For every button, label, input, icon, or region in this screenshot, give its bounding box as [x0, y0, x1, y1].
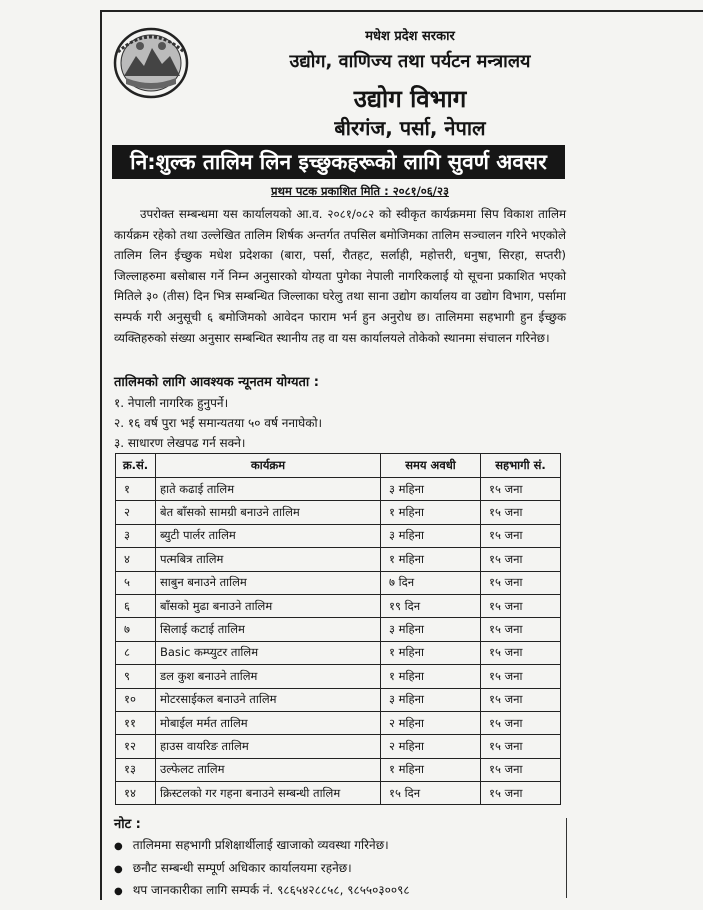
intro-paragraph: उपरोक्त सम्बन्धमा यस कार्यालयको आ.व. २०८१/०८२ को स्वीकृत कार्यक्रममा सिप विकाश तालिम कार्यक्रम रहेको तथा उल्लेखित तालिम शिर्षक अन्तर्गत तपसिल बमोजिमका तालिम सञ्चालन गरिने भएकोले तालिम लिन ईच्छुक मधेश प्रदेशका (बारा, पर्सा, रौतहट, सर्लाही, महोत्तरी, धनुषा, सिरहा, सप्तरी) जिल्लाहरुमा बसोबास गर्ने निम्न अनुसारको योग्यता पुगेका नेपाली नागरिकलाई यो सूचना प्रकाशित भएको मितिले ३० (तीस) दिन भित्र सम्बन्धित जिल्लाका घरेलु तथा साना उद्योग कार्यालय वा उद्योग विभाग, पर्सामा सम्पर्क गरी अनुसूची ६ बमोजिमको आवेदन फाराम भर्न हुन अनुरोध छ। तालिममा सहभागी हुन ईच्छुक व्यक्तिहरुको संख्या अनुसार सम्बन्धित स्थानीय तह वा यस कार्यालयले तोकेको स्थानमा संचालन गरिनेछ। [114, 207, 566, 345]
table-body [116, 478, 561, 805]
cell-program: मोटरसाईकल बनाउने तालिम [156, 688, 381, 711]
table-row [116, 688, 561, 711]
cell-participants: १५ जना [481, 735, 561, 758]
note-text: छनौट सम्बन्धी सम्पूर्ण अधिकार कार्यालयमा रहनेछ। [132, 861, 352, 875]
cell-serial: ४ [116, 548, 156, 571]
cell-duration: १ महिना [381, 548, 481, 571]
cell-serial: ३ [116, 524, 156, 547]
table-row [116, 478, 561, 501]
cell-serial: ७ [116, 618, 156, 641]
column-header-duration: समय अवधी [381, 454, 481, 478]
cell-serial: ११ [116, 711, 156, 734]
cell-participants: १५ जना [481, 665, 561, 688]
cell-serial: ६ [116, 594, 156, 617]
notes-title: नोट : [114, 817, 141, 832]
table-header-row [116, 454, 561, 478]
cell-duration: ३ महिना [381, 524, 481, 547]
table-row [116, 641, 561, 664]
page-border-top [100, 10, 703, 12]
cell-duration: ३ महिना [381, 478, 481, 501]
cell-participants: १५ जना [481, 688, 561, 711]
requirement-item: २. १६ वर्ष पुरा भई समान्यतया ५० वर्ष ननाघेको। [114, 416, 323, 430]
table-line-extension [566, 818, 567, 898]
bullet-icon: ● [114, 841, 123, 852]
cell-duration: १५ दिन [381, 782, 481, 805]
note-item [114, 881, 410, 898]
cell-program: मोबाईल मर्मत तालिम [156, 711, 381, 734]
department-name: उद्योग विभाग [353, 85, 467, 113]
notice-banner: नि:शुल्क तालिम लिन इच्छुकहरूको लागि सुवर्ण अवसर [112, 145, 565, 179]
cell-serial: १२ [116, 735, 156, 758]
note-item [114, 836, 389, 853]
table-row [116, 594, 561, 617]
table-row [116, 735, 561, 758]
cell-duration: ७ दिन [381, 571, 481, 594]
column-header-program: कार्यक्रम [156, 454, 381, 478]
cell-participants: १५ जना [481, 782, 561, 805]
requirement-item: ३. साधारण लेखपढ गर्न सक्ने। [114, 436, 246, 450]
table-row [116, 711, 561, 734]
requirements-title: तालिमको लागि आवश्यक न्यूनतम योग्यता : [114, 375, 319, 390]
table-row [116, 571, 561, 594]
note-item [114, 859, 352, 876]
cell-duration: २ महिना [381, 735, 481, 758]
cell-serial: ५ [116, 571, 156, 594]
ministry-name: उद्योग, वाणिज्य तथा पर्यटन मन्त्रालय [289, 51, 531, 72]
published-date: प्रथम पटक प्रकाशित मिति : २०८१/०६/२३ [271, 184, 449, 198]
cell-program: उल्फेलट तालिम [156, 758, 381, 781]
page-border-left [100, 10, 102, 900]
table-row [116, 524, 561, 547]
cell-participants: १५ जना [481, 501, 561, 524]
bullet-icon: ● [114, 886, 123, 897]
cell-duration: ३ महिना [381, 688, 481, 711]
requirement-item: १. नेपाली नागरिक हुनुपर्ने। [114, 396, 229, 410]
cell-duration: १ महिना [381, 758, 481, 781]
cell-program: Basic कम्प्युटर तालिम [156, 641, 381, 664]
column-header-serial: क्र.सं. [116, 454, 156, 478]
cell-program: हाते कढाई तालिम [156, 478, 381, 501]
cell-serial: १४ [116, 782, 156, 805]
cell-serial: २ [116, 501, 156, 524]
cell-program: बेत बाँसको सामग्री बनाउने तालिम [156, 501, 381, 524]
cell-program: ब्युटी पार्लर तालिम [156, 524, 381, 547]
table-row [116, 665, 561, 688]
column-header-participants: सहभागी सं. [481, 454, 561, 478]
cell-participants: १५ जना [481, 618, 561, 641]
cell-duration: २ महिना [381, 711, 481, 734]
cell-duration: १ महिना [381, 665, 481, 688]
cell-duration: ३ महिना [381, 618, 481, 641]
cell-participants: १५ जना [481, 571, 561, 594]
cell-duration: १९ दिन [381, 594, 481, 617]
cell-program: बाँसको मुढा बनाउने तालिम [156, 594, 381, 617]
table-row [116, 618, 561, 641]
cell-program: हाउस वायरिङ तालिम [156, 735, 381, 758]
table-row [116, 782, 561, 805]
table-row [116, 501, 561, 524]
cell-serial: ९ [116, 665, 156, 688]
cell-participants: १५ जना [481, 594, 561, 617]
cell-program: सिलाई कटाई तालिम [156, 618, 381, 641]
note-text: थप जानकारीका लागि सम्पर्क नं. ९८६५४२८८५८, ९८५५०३००९८ [132, 883, 410, 897]
nepal-emblem-logo [112, 26, 190, 100]
cell-participants: १५ जना [481, 524, 561, 547]
government-name: मधेश प्रदेश सरकार [365, 29, 455, 44]
cell-participants: १५ जना [481, 711, 561, 734]
note-text: तालिममा सहभागी प्रशिक्षार्थीलाई खाजाको व्यवस्था गरिनेछ। [132, 838, 389, 852]
cell-participants: १५ जना [481, 478, 561, 501]
cell-participants: १५ जना [481, 758, 561, 781]
cell-serial: १३ [116, 758, 156, 781]
cell-duration: १ महिना [381, 501, 481, 524]
cell-participants: १५ जना [481, 641, 561, 664]
office-location: बीरगंज, पर्सा, नेपाल [334, 116, 486, 140]
bullet-icon: ● [114, 864, 123, 875]
cell-serial: १ [116, 478, 156, 501]
cell-serial: १० [116, 688, 156, 711]
cell-duration: १ महिना [381, 641, 481, 664]
cell-program: साबुन बनाउने तालिम [156, 571, 381, 594]
cell-program: डल कुश बनाउने तालिम [156, 665, 381, 688]
cell-program: पत्मबित्र तालिम [156, 548, 381, 571]
cell-participants: १५ जना [481, 548, 561, 571]
table-row [116, 548, 561, 571]
cell-serial: ८ [116, 641, 156, 664]
table-row [116, 758, 561, 781]
training-table [115, 453, 561, 805]
cell-program: क्रिस्टलको गर गहना बनाउने सम्बन्धी तालिम [156, 782, 381, 805]
